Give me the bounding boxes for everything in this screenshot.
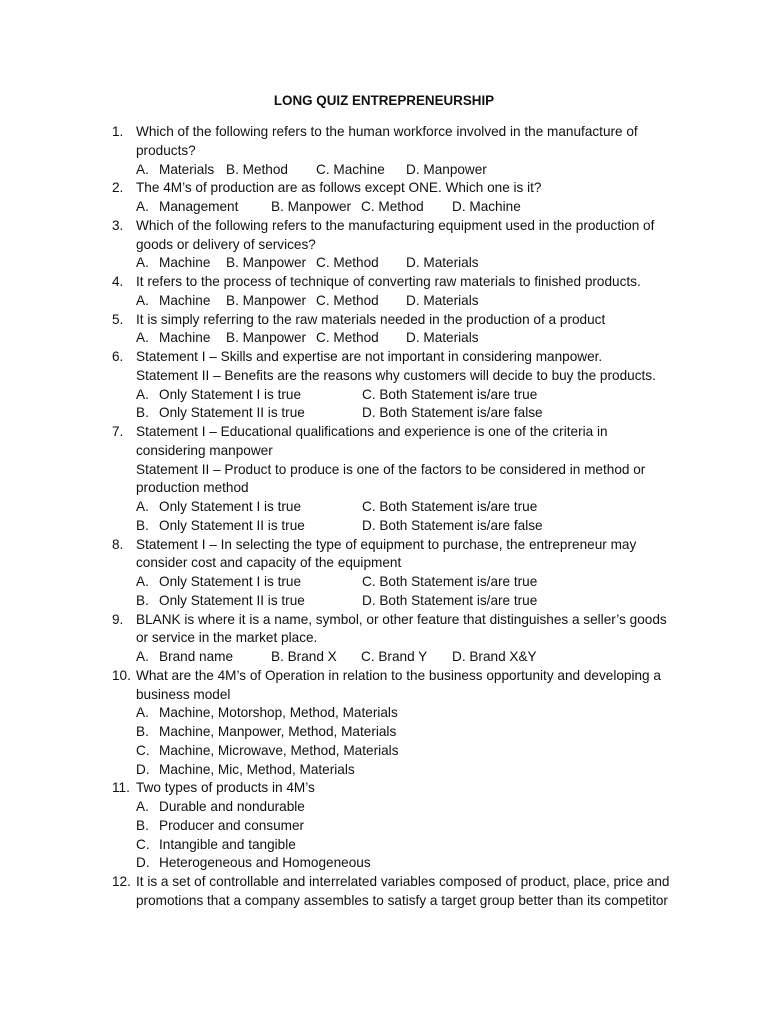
options-row [0, 854, 768, 873]
option-text: Machine [159, 330, 211, 346]
option-letter: A. [136, 292, 149, 308]
question-text: Statement II – Benefits are the reasons why customers will decide to buy the products. [136, 367, 656, 383]
option-text: Materials [159, 161, 215, 177]
option-text: Machine, Microwave, Method, Materials [159, 742, 399, 758]
question-line [0, 479, 768, 498]
option-letter: A. [136, 705, 149, 721]
option-text: D. Manpower [406, 161, 487, 177]
question-text: It is simply referring to the raw materials needed in the production of a product [136, 311, 606, 327]
option-letter: B. [136, 592, 149, 608]
question-line [0, 217, 768, 236]
option-letter: D. [136, 761, 150, 777]
page-title: LONG QUIZ ENTREPRENEURSHIP [273, 93, 495, 108]
option-letter: A. [136, 330, 149, 346]
option-text: D. Both Statement is/are false [362, 405, 543, 421]
option-text: C. Both Statement is/are true [362, 386, 538, 402]
question-number: 6. [112, 349, 124, 364]
option-text: D. Materials [406, 255, 479, 271]
question-number: 1. [112, 124, 124, 139]
option-text: Durable and nondurable [159, 799, 305, 814]
question-number: 10. [112, 667, 131, 683]
options-row [0, 404, 768, 423]
options-row [0, 761, 768, 780]
option-text: Machine, Motorshop, Method, Materials [159, 705, 398, 721]
option-text: C. Method [361, 199, 424, 214]
question-text: Which of the following refers to the human workforce involved in the manufacture of [136, 124, 638, 139]
option-letter: D. [136, 855, 150, 871]
question-text: Two types of products in 4M’s [136, 780, 315, 796]
question-line [0, 461, 768, 480]
question-text: goods or delivery of services? [136, 236, 316, 252]
question-line [0, 667, 768, 686]
option-text: C. Method [316, 330, 379, 346]
option-letter: B. [136, 405, 149, 421]
question-number: 12. [112, 874, 131, 889]
option-text: Management [159, 199, 239, 214]
option-text: Heterogeneous and Homogeneous [159, 855, 371, 871]
options-row [0, 573, 768, 592]
question-number: 9. [112, 611, 124, 627]
option-text: Machine [159, 255, 211, 271]
option-text: D. Materials [406, 330, 479, 346]
option-text: Only Statement II is true [159, 517, 305, 533]
question-line [0, 273, 768, 292]
option-text: Only Statement I is true [159, 499, 302, 514]
option-text: B. Manpower [226, 330, 307, 346]
options-row [0, 836, 768, 855]
option-text: Only Statement I is true [159, 386, 302, 402]
question-text: consider cost and capacity of the equipment [136, 555, 402, 571]
options-row [0, 723, 768, 742]
question-line [0, 123, 768, 142]
question-text: Which of the following refers to the manufacturing equipment used in the production of [136, 217, 655, 233]
question-text: products? [136, 142, 196, 158]
option-letter: B. [136, 724, 149, 739]
options-row [0, 329, 768, 348]
option-letter: A. [136, 499, 149, 514]
option-text: C. Both Statement is/are true [362, 499, 538, 514]
options-row [0, 254, 768, 273]
question-number: 11. [112, 780, 130, 796]
option-letter: A. [136, 161, 149, 177]
option-letter: C. [136, 836, 150, 852]
options-row [0, 198, 768, 217]
option-letter: B. [136, 817, 149, 833]
question-line [0, 311, 768, 330]
option-letter: B. [136, 517, 149, 533]
question-line [0, 779, 768, 798]
option-text: B. Method [226, 161, 288, 177]
option-text: Only Statement I is true [159, 574, 302, 589]
option-text: C. Both Statement is/are true [362, 574, 538, 589]
option-text: D. Brand X&Y [452, 649, 537, 664]
options-row [0, 386, 768, 405]
option-text: Producer and consumer [159, 817, 305, 833]
option-text: B. Manpower [226, 292, 307, 308]
options-row [0, 517, 768, 536]
option-letter: A. [136, 255, 149, 271]
question-line [0, 442, 768, 461]
option-text: D. Materials [406, 292, 479, 308]
question-text: business model [136, 686, 231, 702]
question-line [0, 423, 768, 442]
question-line [0, 536, 768, 555]
question-text: Statement I – In selecting the type of equipment to purchase, the entrepreneur may [136, 536, 637, 552]
option-text: Brand name [159, 649, 234, 664]
options-row [0, 161, 768, 180]
question-line [0, 611, 768, 630]
option-text: D. Both Statement is/are true [362, 592, 538, 608]
question-number: 7. [112, 424, 124, 439]
option-text: D. Both Statement is/are false [362, 517, 543, 533]
question-line [0, 629, 768, 648]
option-letter: A. [136, 574, 149, 589]
question-text: considering manpower [136, 442, 273, 458]
question-line [0, 142, 768, 161]
question-text: promotions that a company assembles to satisfy a target group better than its competitor [136, 892, 668, 908]
question-number: 3. [112, 217, 124, 233]
question-line [0, 179, 768, 198]
question-text: Statement I – Educational qualifications and experience is one of the criteria in [136, 424, 608, 439]
question-text: It is a set of controllable and interrelated variables composed of product, place, price and [136, 874, 670, 889]
options-row [0, 592, 768, 611]
option-text: B. Manpower [271, 199, 352, 214]
question-number: 4. [112, 274, 124, 289]
question-line [0, 348, 768, 367]
question-line [0, 686, 768, 705]
option-text: B. Manpower [226, 255, 307, 271]
options-row [0, 498, 768, 517]
option-text: C. Machine [316, 161, 385, 177]
question-number: 5. [112, 311, 124, 327]
question-text: Statement II – Product to produce is one of the factors to be considered in method or [136, 461, 646, 477]
question-line [0, 554, 768, 573]
option-text: Machine, Manpower, Method, Materials [159, 724, 397, 739]
option-text: B. Brand X [271, 649, 337, 664]
question-number: 8. [112, 536, 124, 552]
question-line [0, 236, 768, 255]
option-letter: A. [136, 649, 149, 664]
question-text: or service in the market place. [136, 630, 318, 646]
option-text: Machine, Mic, Method, Materials [159, 761, 355, 777]
option-text: Only Statement II is true [159, 592, 305, 608]
option-letter: A. [136, 799, 149, 814]
question-text: What are the 4M’s of Operation in relation to the business opportunity and developing a [136, 667, 661, 683]
option-letter: A. [136, 386, 149, 402]
question-text: The 4M’s of production are as follows except ONE. Which one is it? [136, 180, 542, 196]
question-text: It refers to the process of technique of converting raw materials to finished products. [136, 274, 641, 289]
options-row [0, 648, 768, 667]
option-letter: A. [136, 199, 149, 214]
options-row [0, 292, 768, 311]
question-text: production method [136, 480, 249, 496]
options-row [0, 798, 768, 817]
question-line [0, 892, 768, 911]
options-row [0, 742, 768, 761]
options-row [0, 817, 768, 836]
option-text: C. Brand Y [361, 649, 428, 664]
question-line [0, 873, 768, 892]
option-text: D. Machine [452, 199, 521, 214]
question-line [0, 367, 768, 386]
question-number: 2. [112, 180, 124, 196]
option-text: Machine [159, 292, 211, 308]
option-text: C. Method [316, 255, 379, 271]
question-text: Statement I – Skills and expertise are not important in considering manpower. [136, 349, 603, 364]
option-letter: C. [136, 742, 150, 758]
question-text: BLANK is where it is a name, symbol, or other feature that distinguishes a seller’s goods [136, 611, 667, 627]
option-text: Intangible and tangible [159, 836, 296, 852]
option-text: C. Method [316, 292, 379, 308]
options-row [0, 704, 768, 723]
option-text: Only Statement II is true [159, 405, 305, 421]
